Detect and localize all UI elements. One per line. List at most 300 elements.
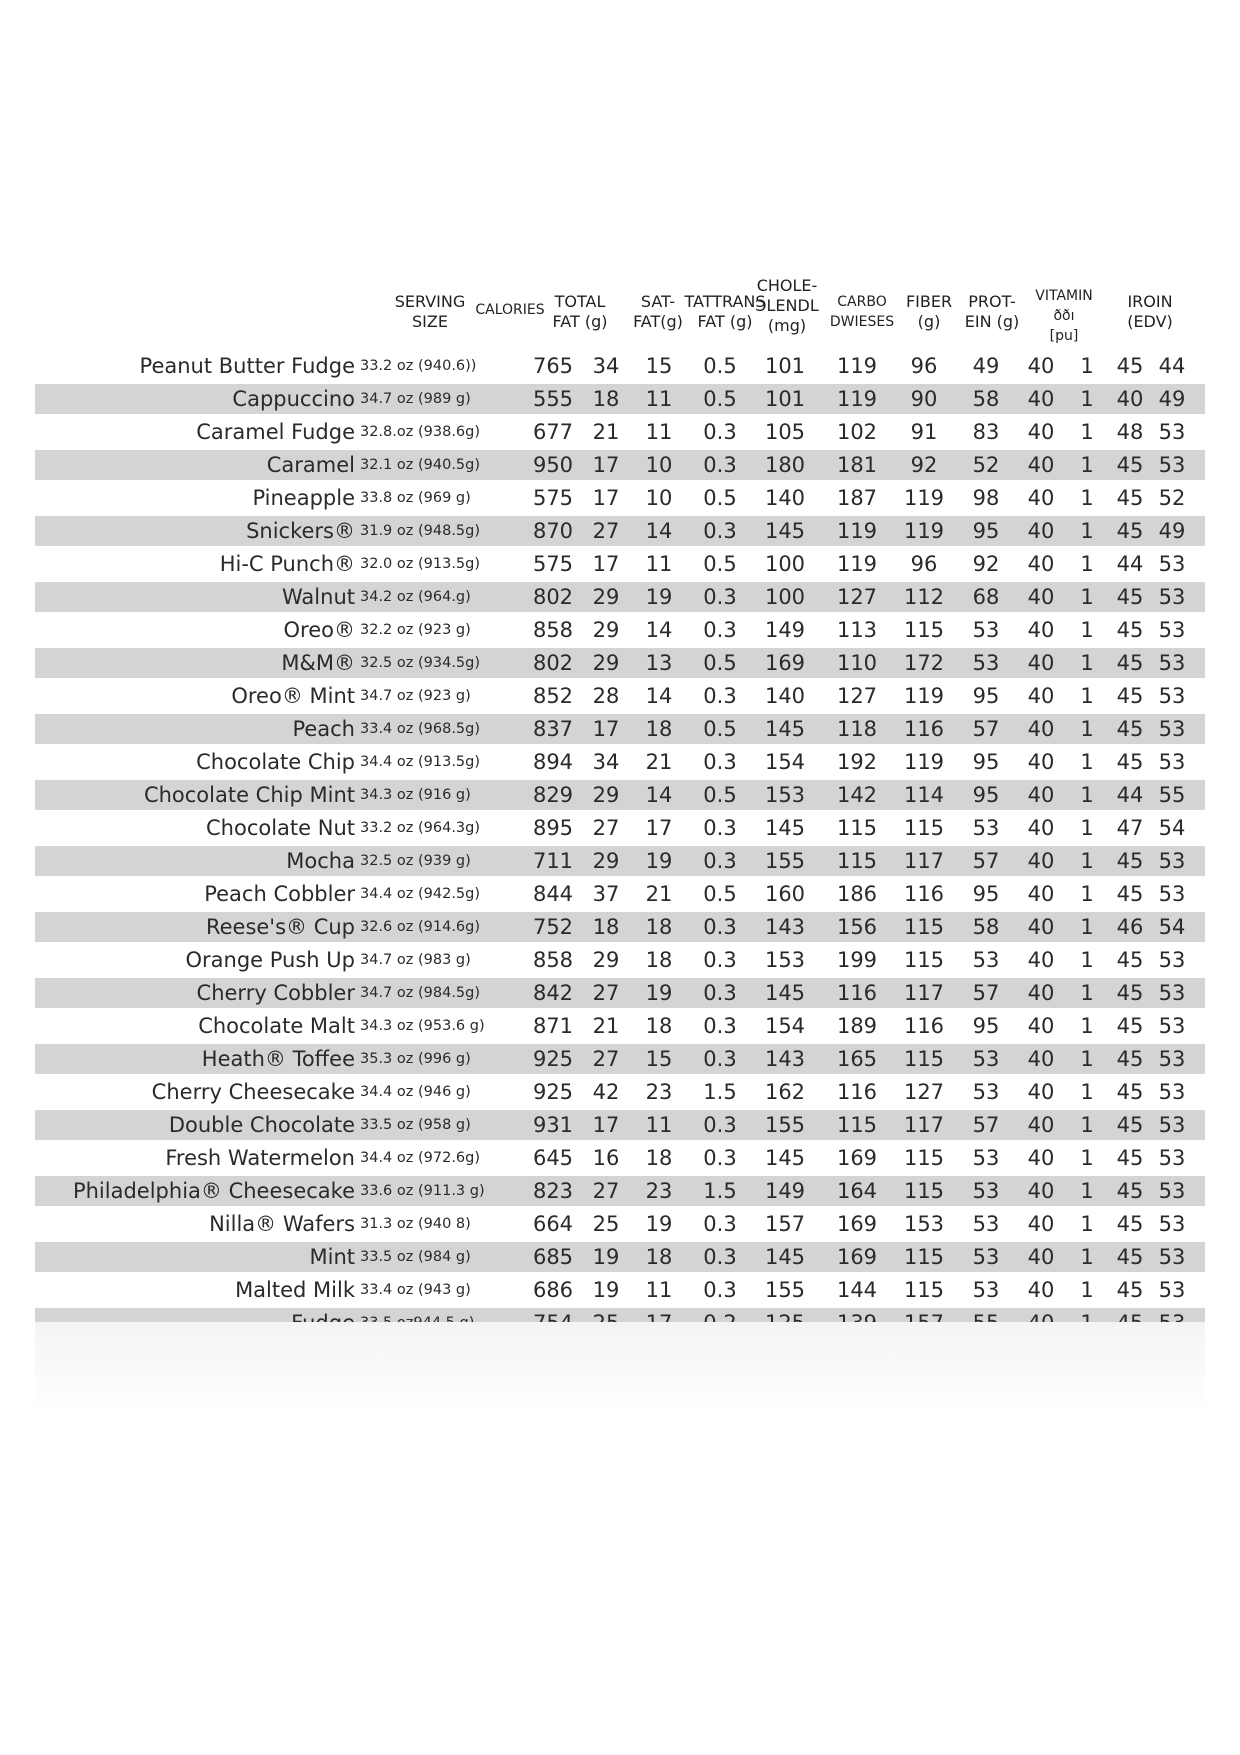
flavor-name: M&M®: [281, 651, 355, 675]
serving-size: 34.2 oz (964.g): [360, 589, 471, 605]
nutrient-value: 145: [764, 816, 806, 840]
nutrient-value: 53: [1158, 1014, 1186, 1038]
nutrient-value: 181: [836, 453, 878, 477]
nutrient-value: 11: [645, 1278, 673, 1302]
nutrient-value: 115: [903, 1146, 945, 1170]
nutrient-value: 113: [836, 618, 878, 642]
nutrient-value: 40: [1027, 1278, 1055, 1302]
nutrient-value: 149: [764, 1179, 806, 1203]
flavor-name: Oreo® Mint: [231, 684, 355, 708]
nutrient-value: 115: [903, 1047, 945, 1071]
nutrient-value: 115: [903, 618, 945, 642]
serving-size: 32.8.oz (938.6g): [360, 424, 481, 440]
nutrient-value: 53: [1158, 1278, 1186, 1302]
nutrient-value: 116: [903, 882, 945, 906]
nutrient-value: 160: [764, 882, 806, 906]
nutrient-value: 169: [836, 1245, 878, 1269]
nutrient-value: 895: [532, 816, 574, 840]
serving-size: 34.7 oz (989 g): [360, 391, 471, 407]
serving-size: 34.4 oz (942.5g): [360, 886, 481, 902]
nutrient-value: 17: [592, 486, 620, 510]
nutrient-value: 57: [972, 849, 1000, 873]
nutrient-value: 0.3: [703, 849, 737, 873]
nutrient-value: 1: [1080, 882, 1094, 906]
nutrient-value: 153: [764, 948, 806, 972]
nutrient-value: 19: [645, 981, 673, 1005]
nutrient-value: 765: [532, 354, 574, 378]
nutrient-value: 950: [532, 453, 574, 477]
nutrient-value: 52: [1158, 486, 1186, 510]
nutrient-value: 40: [1027, 651, 1055, 675]
nutrient-value: 92: [910, 453, 938, 477]
nutrient-value: 53: [1158, 1212, 1186, 1236]
nutrient-value: 1: [1080, 651, 1094, 675]
nutrient-value: 187: [836, 486, 878, 510]
nutrient-value: 1: [1080, 684, 1094, 708]
serving-size: 34.3 oz (916 g): [360, 787, 471, 803]
nutrient-value: 40: [1027, 618, 1055, 642]
serving-size: 33.4 oz (943 g): [360, 1282, 471, 1298]
nutrient-value: 45: [1116, 1113, 1144, 1137]
nutrient-value: 40: [1027, 981, 1055, 1005]
nutrient-value: 40: [1027, 354, 1055, 378]
nutrient-value: 53: [1158, 420, 1186, 444]
nutrient-value: 91: [910, 420, 938, 444]
nutrient-value: 19: [592, 1278, 620, 1302]
table-row: [35, 483, 1205, 513]
nutrient-value: 57: [972, 717, 1000, 741]
column-header-line: VITAMIN: [1035, 288, 1093, 304]
nutrient-value: 1: [1080, 1212, 1094, 1236]
table-row: [35, 1176, 1205, 1206]
flavor-name: Caramel: [266, 453, 355, 477]
nutrient-value: 154: [764, 1014, 806, 1038]
flavor-name: Chocolate Malt: [198, 1014, 355, 1038]
nutrient-value: 169: [836, 1146, 878, 1170]
nutrient-value: 823: [532, 1179, 574, 1203]
nutrient-value: 53: [1158, 552, 1186, 576]
nutrient-value: 119: [836, 519, 878, 543]
nutrient-value: 53: [1158, 1146, 1186, 1170]
nutrient-value: 40: [1027, 1212, 1055, 1236]
flavor-name: Snickers®: [246, 519, 355, 543]
table-row: [35, 1044, 1205, 1074]
nutrient-value: 27: [592, 981, 620, 1005]
nutrient-value: 0.3: [703, 1278, 737, 1302]
nutrient-value: 45: [1116, 684, 1144, 708]
nutrient-value: 42: [592, 1080, 620, 1104]
nutrient-value: 115: [903, 948, 945, 972]
nutrient-value: 1: [1080, 750, 1094, 774]
nutrient-value: 53: [1158, 981, 1186, 1005]
nutrient-value: 0.5: [703, 387, 737, 411]
nutrient-value: 0.3: [703, 1014, 737, 1038]
nutrient-value: 44: [1116, 783, 1144, 807]
nutrient-value: 1: [1080, 387, 1094, 411]
nutrient-value: 0.3: [703, 915, 737, 939]
nutrient-value: 53: [972, 1212, 1000, 1236]
nutrient-value: 40: [1027, 1245, 1055, 1269]
nutrient-value: 92: [972, 552, 1000, 576]
nutrient-value: 49: [972, 354, 1000, 378]
nutrient-value: 45: [1116, 981, 1144, 1005]
nutrient-value: 162: [764, 1080, 806, 1104]
nutrient-value: 1: [1080, 1014, 1094, 1038]
nutrient-value: 27: [592, 519, 620, 543]
flavor-name: Double Chocolate: [168, 1113, 355, 1137]
nutrient-value: 0.5: [703, 486, 737, 510]
serving-size: 33.5 oz (958 g): [360, 1117, 471, 1133]
nutrient-value: 829: [532, 783, 574, 807]
nutrient-value: 169: [764, 651, 806, 675]
column-header: [1090, 292, 1210, 332]
nutrient-value: 186: [836, 882, 878, 906]
nutrient-value: 58: [972, 915, 1000, 939]
nutrient-value: 10: [645, 486, 673, 510]
nutrient-value: 45: [1116, 585, 1144, 609]
nutrient-value: 53: [1158, 1245, 1186, 1269]
nutrient-value: 53: [972, 618, 1000, 642]
nutrient-value: 844: [532, 882, 574, 906]
nutrient-value: 0.3: [703, 816, 737, 840]
nutrient-value: 0.3: [703, 1245, 737, 1269]
nutrient-value: 45: [1116, 948, 1144, 972]
nutrient-value: 21: [592, 420, 620, 444]
nutrient-value: 1: [1080, 1278, 1094, 1302]
nutrient-value: 49: [1158, 519, 1186, 543]
nutrient-value: 29: [592, 783, 620, 807]
nutrient-value: 40: [1027, 1047, 1055, 1071]
table-row: [35, 615, 1205, 645]
table-row: [35, 516, 1205, 546]
table-row: [35, 450, 1205, 480]
nutrient-value: 19: [645, 849, 673, 873]
nutrient-value: 53: [972, 1245, 1000, 1269]
nutrient-value: 1: [1080, 981, 1094, 1005]
nutrient-value: 1: [1080, 519, 1094, 543]
nutrient-value: 115: [836, 849, 878, 873]
nutrient-value: 192: [836, 750, 878, 774]
nutrient-value: 180: [764, 453, 806, 477]
nutrient-value: 155: [764, 849, 806, 873]
flavor-name: Heath® Toffee: [201, 1047, 355, 1071]
nutrient-value: 1.5: [703, 1179, 737, 1203]
nutrient-value: 802: [532, 651, 574, 675]
column-header-line: SERVING: [394, 292, 466, 311]
column-header-line: CHOLE-: [756, 276, 818, 295]
nutrient-value: 95: [972, 783, 1000, 807]
nutrient-value: 1: [1080, 717, 1094, 741]
serving-size: 35.3 oz (996 g): [360, 1051, 471, 1067]
nutrient-value: 1: [1080, 1047, 1094, 1071]
serving-size: 32.5 oz (934.5g): [360, 655, 481, 671]
nutrient-value: 114: [903, 783, 945, 807]
serving-size: 32.6 oz (914.6g): [360, 919, 481, 935]
nutrient-value: 858: [532, 618, 574, 642]
serving-size: 32.2 oz (923 g): [360, 622, 471, 638]
nutrient-value: 0.3: [703, 453, 737, 477]
nutrient-value: 46: [1116, 915, 1144, 939]
nutrient-value: 40: [1027, 1179, 1055, 1203]
column-header-line: ððı: [1053, 308, 1075, 324]
nutrient-value: 40: [1027, 1146, 1055, 1170]
nutrient-value: 45: [1116, 1080, 1144, 1104]
nutrient-value: 45: [1116, 717, 1144, 741]
table-row: [35, 747, 1205, 777]
nutrient-value: 686: [532, 1278, 574, 1302]
nutrient-value: 53: [1158, 948, 1186, 972]
flavor-name: Fresh Watermelon: [165, 1146, 355, 1170]
nutrient-value: 575: [532, 552, 574, 576]
table-row: [35, 780, 1205, 810]
nutrient-value: 1: [1080, 354, 1094, 378]
serving-size: 34.4 oz (913.5g): [360, 754, 481, 770]
table-row: [35, 945, 1205, 975]
nutrient-value: 21: [645, 750, 673, 774]
nutrient-value: 685: [532, 1245, 574, 1269]
nutrient-value: 199: [836, 948, 878, 972]
nutrient-value: 870: [532, 519, 574, 543]
nutrient-value: 1: [1080, 420, 1094, 444]
nutrient-value: 40: [1027, 1014, 1055, 1038]
nutrient-value: 149: [764, 618, 806, 642]
nutrient-value: 142: [836, 783, 878, 807]
column-header-line: DWIESES: [829, 314, 895, 330]
nutrient-value: 575: [532, 486, 574, 510]
flavor-name: Cherry Cheesecake: [151, 1080, 355, 1104]
nutrient-value: 664: [532, 1212, 574, 1236]
nutrient-value: 677: [532, 420, 574, 444]
nutrient-value: 16: [592, 1146, 620, 1170]
nutrient-value: 90: [910, 387, 938, 411]
nutrient-value: 15: [645, 354, 673, 378]
nutrient-value: 40: [1027, 717, 1055, 741]
nutrient-value: 17: [592, 717, 620, 741]
table-row: [35, 1110, 1205, 1140]
nutrient-value: 0.3: [703, 948, 737, 972]
nutrient-value: 27: [592, 1179, 620, 1203]
nutrient-value: 40: [1027, 420, 1055, 444]
nutrient-value: 115: [836, 816, 878, 840]
column-header-line: TOTAL: [554, 292, 606, 311]
nutrient-value: 127: [836, 585, 878, 609]
serving-size: 34.4 oz (972.6g): [360, 1150, 481, 1166]
nutrient-value: 0.3: [703, 684, 737, 708]
nutrient-value: 116: [903, 1014, 945, 1038]
nutrient-value: 116: [903, 717, 945, 741]
nutrient-value: 0.3: [703, 519, 737, 543]
nutrient-value: 53: [1158, 1047, 1186, 1071]
nutrient-value: 155: [764, 1278, 806, 1302]
nutrient-value: 119: [903, 750, 945, 774]
nutrient-value: 53: [1158, 684, 1186, 708]
nutrient-value: 45: [1116, 750, 1144, 774]
table-row: [35, 417, 1205, 447]
nutrient-value: 53: [1158, 1080, 1186, 1104]
table-row: [35, 1011, 1205, 1041]
nutrient-value: 145: [764, 1245, 806, 1269]
column-header-line: (mg): [767, 316, 807, 335]
nutrient-value: 57: [972, 1113, 1000, 1137]
nutrient-value: 44: [1158, 354, 1186, 378]
nutrient-value: 17: [592, 453, 620, 477]
nutrient-value: 14: [645, 684, 673, 708]
nutrient-value: 1: [1080, 486, 1094, 510]
nutrient-value: 11: [645, 552, 673, 576]
nutrient-value: 45: [1116, 651, 1144, 675]
nutrient-value: 53: [1158, 717, 1186, 741]
nutrient-value: 155: [764, 1113, 806, 1137]
nutrient-value: 45: [1116, 486, 1144, 510]
nutrient-value: 102: [836, 420, 878, 444]
nutrient-value: 40: [1027, 585, 1055, 609]
table-row: [35, 912, 1205, 942]
nutrient-value: 119: [836, 354, 878, 378]
nutrient-value: 45: [1116, 1212, 1144, 1236]
nutrient-value: 1: [1080, 783, 1094, 807]
nutrient-value: 53: [972, 816, 1000, 840]
table-row: [35, 351, 1205, 381]
column-header-line: [pu]: [1049, 328, 1079, 344]
table-row: [35, 1209, 1205, 1239]
table-row: [35, 549, 1205, 579]
nutrient-value: 95: [972, 684, 1000, 708]
nutrient-value: 68: [972, 585, 1000, 609]
nutrient-value: 18: [645, 1146, 673, 1170]
column-header-line: (EDV): [1127, 312, 1173, 331]
table-row: [35, 1077, 1205, 1107]
nutrient-value: 53: [1158, 1113, 1186, 1137]
nutrient-value: 0.3: [703, 1113, 737, 1137]
column-header-line: FIBER: [905, 292, 953, 311]
nutrient-value: 10: [645, 453, 673, 477]
nutrient-value: 931: [532, 1113, 574, 1137]
nutrient-value: 0.5: [703, 717, 737, 741]
flavor-name: Cherry Cobbler: [196, 981, 355, 1005]
nutrient-value: 45: [1116, 1014, 1144, 1038]
nutrient-value: 145: [764, 519, 806, 543]
nutrient-value: 18: [645, 717, 673, 741]
nutrient-value: 45: [1116, 618, 1144, 642]
nutrient-value: 27: [592, 1047, 620, 1071]
flavor-name: Mocha: [286, 849, 355, 873]
nutrient-value: 17: [592, 1113, 620, 1137]
nutrient-value: 29: [592, 618, 620, 642]
nutrient-value: 119: [903, 486, 945, 510]
nutrient-value: 19: [645, 585, 673, 609]
table-row: [35, 648, 1205, 678]
serving-size: 33.2 oz (940.6)): [360, 358, 477, 374]
column-header-line: FAT (g): [552, 312, 608, 331]
nutrient-value: 40: [1027, 519, 1055, 543]
nutrient-value: 169: [836, 1212, 878, 1236]
flavor-name: Chocolate Nut: [206, 816, 355, 840]
nutrient-value: 45: [1116, 354, 1144, 378]
nutrient-value: 53: [1158, 1179, 1186, 1203]
flavor-name: Philadelphia® Cheesecake: [72, 1179, 355, 1203]
nutrient-value: 1: [1080, 915, 1094, 939]
nutrient-value: 11: [645, 420, 673, 444]
nutrient-value: 95: [972, 519, 1000, 543]
nutrient-value: 29: [592, 948, 620, 972]
nutrient-value: 57: [972, 981, 1000, 1005]
nutrient-value: 115: [903, 1278, 945, 1302]
nutrient-value: 53: [972, 1179, 1000, 1203]
nutrient-value: 144: [836, 1278, 878, 1302]
table-row: [35, 1143, 1205, 1173]
table-row: [35, 813, 1205, 843]
serving-size: 34.3 oz (953.6 g): [360, 1018, 485, 1034]
nutrient-value: 145: [764, 1146, 806, 1170]
nutrient-value: 117: [903, 981, 945, 1005]
nutrient-value: 17: [592, 552, 620, 576]
flavor-name: Pineapple: [252, 486, 355, 510]
nutrient-value: 29: [592, 849, 620, 873]
nutrient-value: 14: [645, 618, 673, 642]
nutrient-value: 45: [1116, 519, 1144, 543]
nutrient-value: 0.5: [703, 552, 737, 576]
flavor-name: Cappuccino: [232, 387, 355, 411]
nutrient-value: 119: [903, 519, 945, 543]
column-header-line: CARBO: [837, 294, 887, 310]
flavor-name: Orange Push Up: [185, 948, 355, 972]
nutrient-value: 98: [972, 486, 1000, 510]
table-row: [35, 714, 1205, 744]
nutrient-value: 40: [1027, 915, 1055, 939]
nutrient-value: 28: [592, 684, 620, 708]
nutrient-value: 40: [1027, 849, 1055, 873]
nutrient-value: 45: [1116, 1047, 1144, 1071]
nutrient-value: 47: [1116, 816, 1144, 840]
nutrient-value: 40: [1027, 453, 1055, 477]
nutrient-value: 40: [1116, 387, 1144, 411]
nutrient-value: 18: [592, 915, 620, 939]
nutrient-value: 55: [1158, 783, 1186, 807]
nutrient-value: 53: [972, 1047, 1000, 1071]
nutrient-value: 44: [1116, 552, 1144, 576]
nutrient-value: 53: [1158, 882, 1186, 906]
table-row: [35, 978, 1205, 1008]
nutrient-value: 45: [1116, 1146, 1144, 1170]
serving-size: 32.1 oz (940.5g): [360, 457, 481, 473]
nutrient-value: 118: [836, 717, 878, 741]
table-row: [35, 879, 1205, 909]
nutrient-value: 40: [1027, 486, 1055, 510]
nutrient-value: 1: [1080, 1245, 1094, 1269]
nutrient-value: 555: [532, 387, 574, 411]
nutrient-value: 0.3: [703, 618, 737, 642]
nutrient-value: 101: [764, 354, 806, 378]
nutrient-value: 1: [1080, 948, 1094, 972]
column-header-line: TATTRANS: [684, 292, 766, 311]
nutrient-value: 752: [532, 915, 574, 939]
nutrient-value: 18: [645, 1014, 673, 1038]
nutrient-value: 17: [645, 816, 673, 840]
nutrient-value: 0.5: [703, 354, 737, 378]
nutrient-value: 45: [1116, 1245, 1144, 1269]
nutrient-value: 117: [903, 849, 945, 873]
column-header-line: CALORIES: [475, 302, 545, 318]
flavor-name: Peach: [292, 717, 355, 741]
nutrient-value: 96: [910, 354, 938, 378]
nutrient-value: 15: [645, 1047, 673, 1071]
nutrient-value: 172: [903, 651, 945, 675]
nutrient-value: 894: [532, 750, 574, 774]
nutrient-value: 34: [592, 354, 620, 378]
nutrient-value: 45: [1116, 1179, 1144, 1203]
nutrient-value: 1: [1080, 585, 1094, 609]
nutrient-value: 112: [903, 585, 945, 609]
